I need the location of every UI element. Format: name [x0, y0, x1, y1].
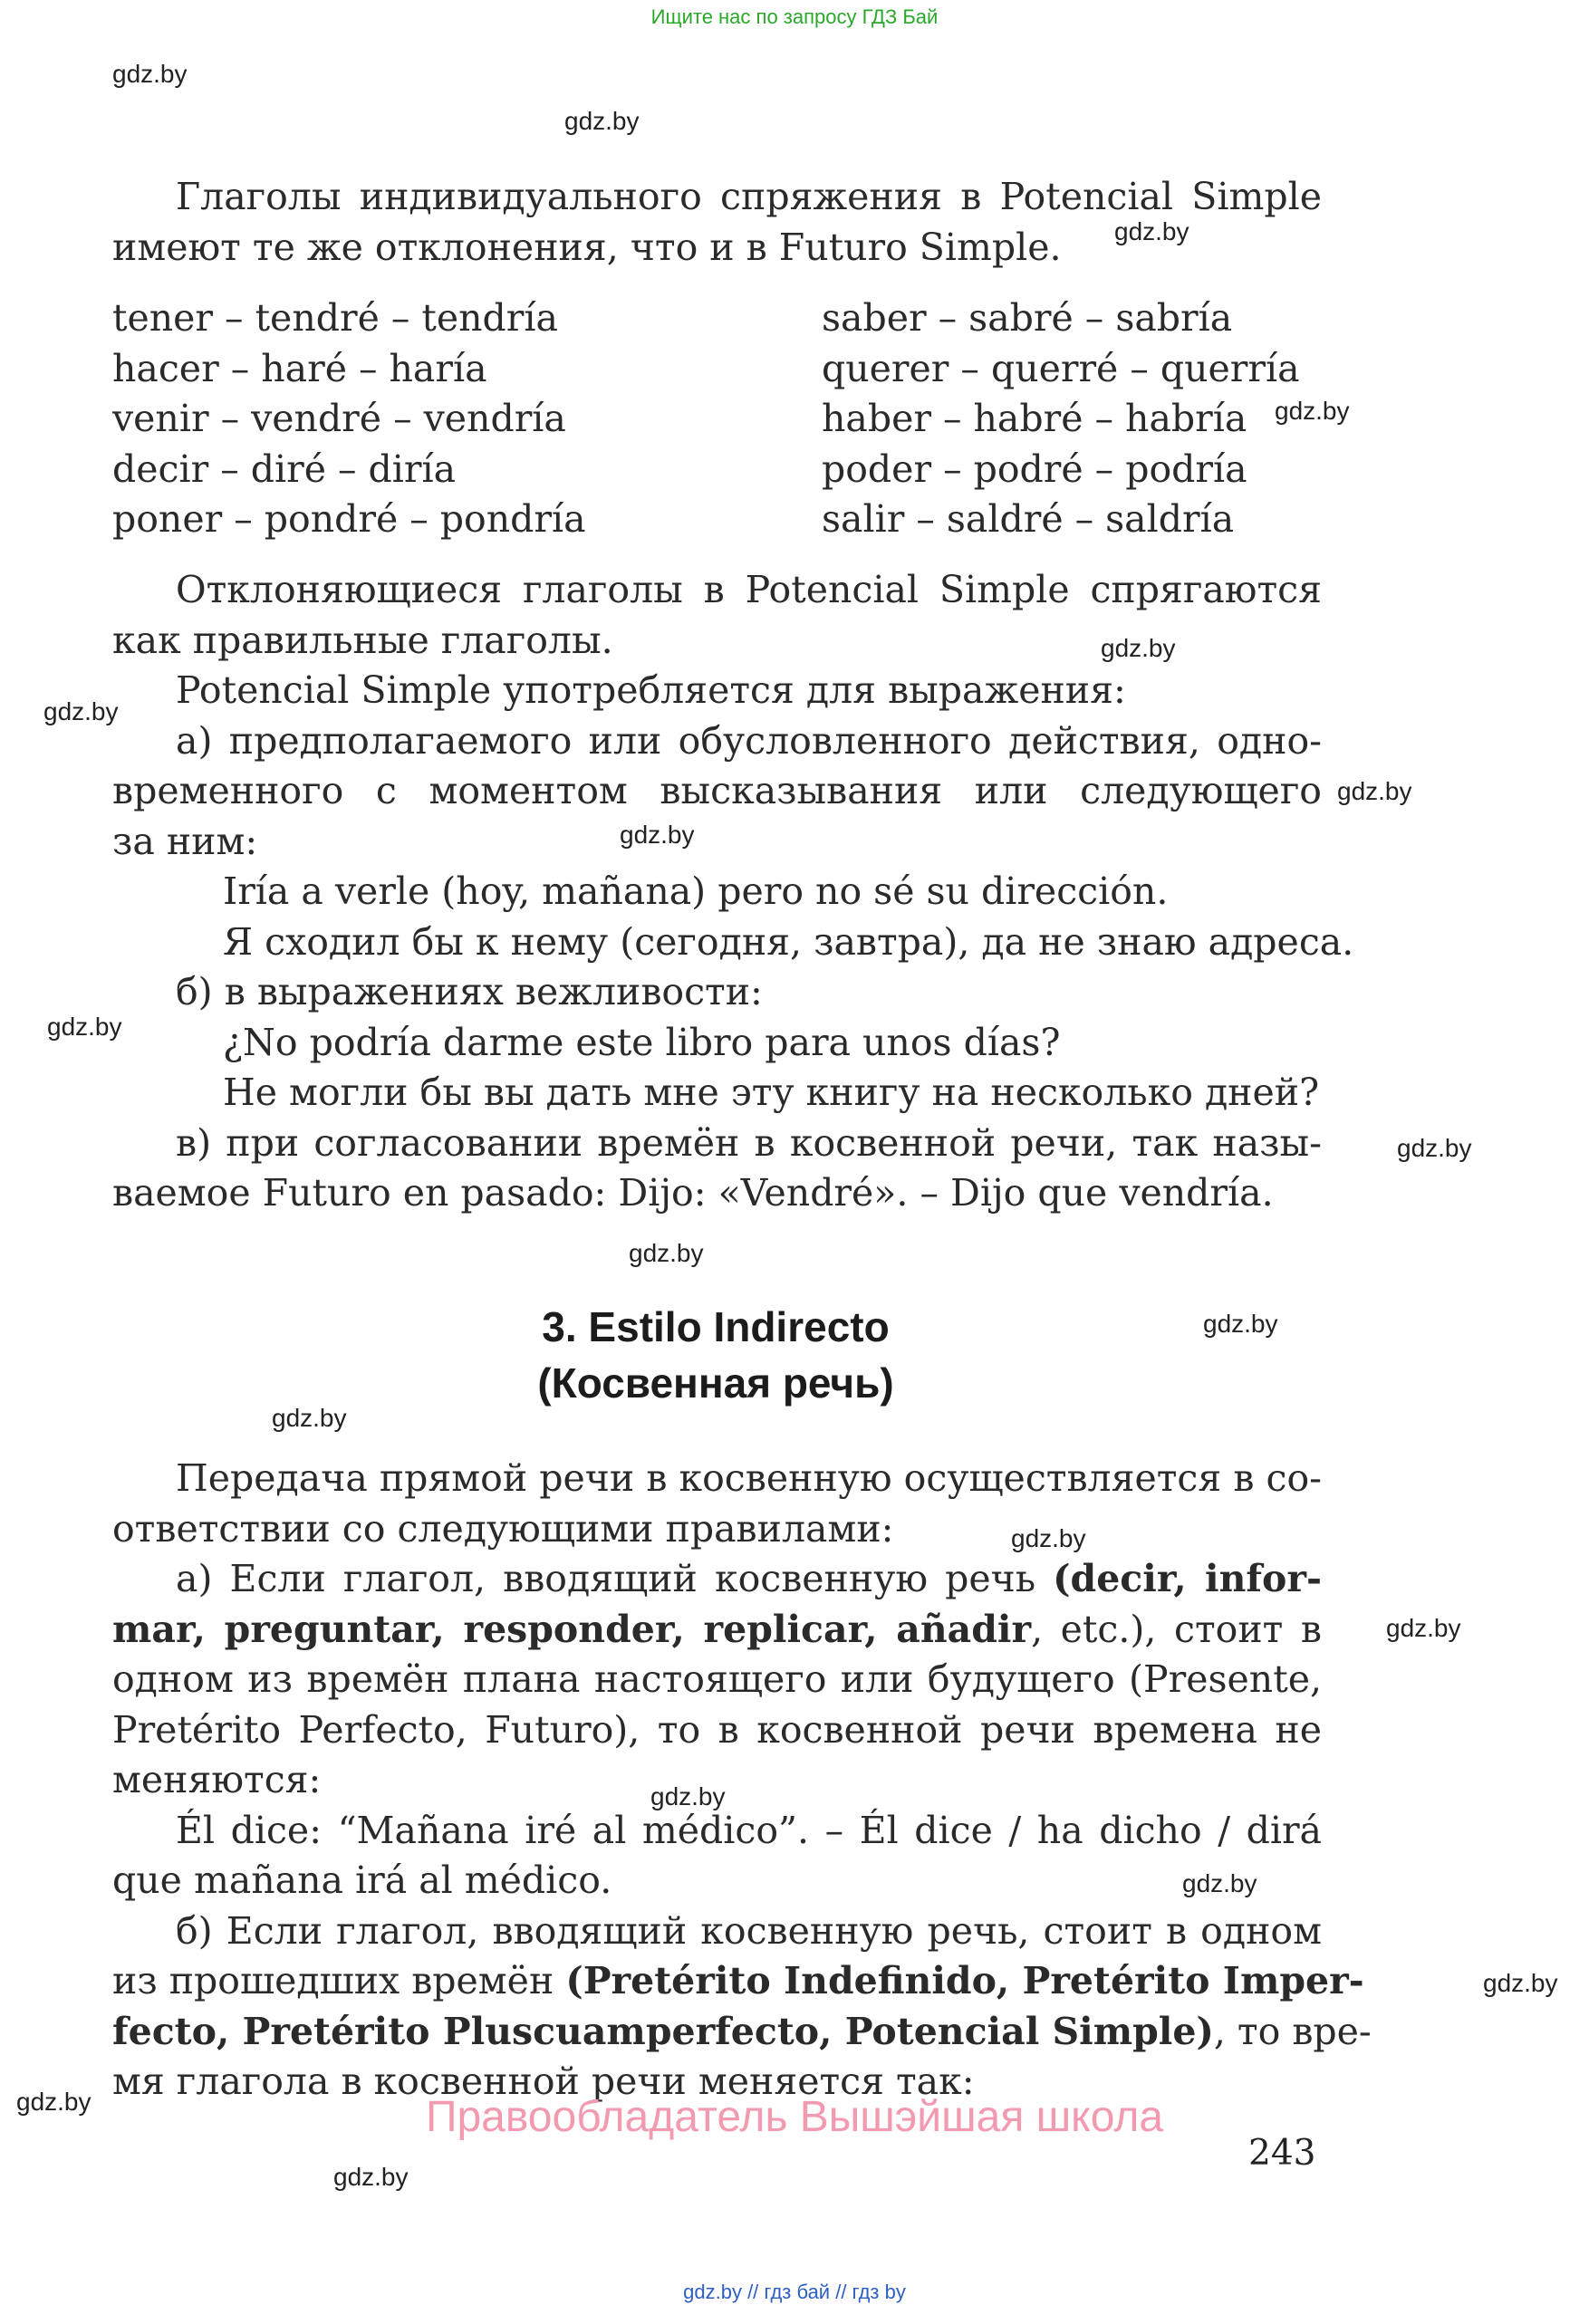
- text-run: а) Если глагол, вводящий косвенную речь: [176, 1557, 1054, 1600]
- potencial-section: [112, 565, 1354, 1219]
- section-title: 3. Estilo Indirecto: [542, 1303, 890, 1350]
- page-number: 243: [1248, 2133, 1316, 2174]
- example-line: Не могли бы вы дать мне эту книгу на несколько дней?: [223, 1071, 1320, 1114]
- example-line: ¿No podría darme este libro para unos días?: [223, 1020, 1061, 1064]
- text-line: в) при согласовании времён в косвенной речи, так назы-: [176, 1120, 1322, 1165]
- text-line: имеют те же отклонения, что и в Futuro Simple.: [112, 225, 1062, 269]
- watermark: gdz.by: [16, 2088, 91, 2116]
- text-line: б) Если глагол, вводящий косвенную речь, стоит в одном: [176, 1908, 1322, 1953]
- watermark: gdz.by: [1483, 1969, 1558, 1997]
- bold-run: mar, preguntar, responder, replicar, añadir: [112, 1607, 1032, 1651]
- verb-item: salir – saldré – saldría: [822, 497, 1235, 541]
- text-line: б) в выражениях вежливости:: [176, 970, 763, 1013]
- watermark: gdz.by: [1101, 634, 1176, 662]
- verb-item: decir – diré – diría: [112, 447, 457, 491]
- text-run: из прошедших времён: [112, 1959, 566, 2002]
- watermark: gdz.by: [1337, 777, 1412, 805]
- text-run: , etc.), стоит в: [1031, 1607, 1322, 1651]
- verb-item: querer – querré – querría: [822, 346, 1300, 390]
- text-line: [112, 1605, 1322, 1656]
- verb-item: haber – habré – habría: [822, 397, 1247, 440]
- text-line: Pretérito Perfecto, Futuro), то в косвенной речи времена не: [112, 1707, 1322, 1752]
- text-line: меняются:: [112, 1758, 322, 1801]
- watermark: gdz.by: [1182, 1869, 1257, 1897]
- verb-item: poner – pondré – pondría: [112, 497, 586, 541]
- intro-paragraph: [112, 172, 1322, 273]
- watermark: gdz.by: [629, 1239, 704, 1267]
- copyright-brand: Правообладатель Вышэйшая школа: [425, 2093, 1164, 2141]
- indirect-section: [112, 1454, 1372, 2108]
- text-line: как правильные глаголы.: [112, 618, 613, 662]
- section-subtitle: (Косвенная речь): [537, 1359, 894, 1407]
- text-run: , то вре-: [1213, 2009, 1372, 2053]
- text-line: а) предполагаемого или обусловленного действия, одно-: [176, 718, 1322, 763]
- verb-item: hacer – haré – haría: [112, 346, 487, 390]
- verb-item: saber – sabré – sabría: [822, 296, 1233, 340]
- text-line: одном из времён плана настоящего или будущего (Presente,: [112, 1657, 1322, 1701]
- text-line: временного с моментом высказывания или следующего: [112, 769, 1322, 812]
- watermark: gdz.by: [1011, 1524, 1086, 1552]
- example-line: Я сходил бы к нему (сегодня, завтра), да не знаю адреса.: [223, 919, 1354, 964]
- text-line: Potencial Simple употребляется для выражения:: [176, 668, 1126, 712]
- watermark: gdz.by: [1114, 217, 1189, 245]
- verb-item: poder – podré – podría: [822, 447, 1247, 491]
- watermark: gdz.by: [1386, 1614, 1461, 1642]
- text-line: Глаголы индивидуального спряжения в Potencial Simple: [176, 175, 1322, 218]
- text-line: [112, 2007, 1372, 2058]
- example-line: que mañana irá al médico.: [112, 1858, 612, 1902]
- watermark: gdz.by: [43, 697, 119, 725]
- watermark: gdz.by: [1203, 1310, 1278, 1338]
- bold-run: (Pretérito Indefinido, Pretérito Imper-: [565, 1959, 1364, 2002]
- text-line: [112, 1554, 1322, 1605]
- text-line: ответствии со следующими правилами:: [112, 1506, 894, 1551]
- verb-list-left: [112, 293, 586, 545]
- watermark: gdz.by: [564, 107, 640, 135]
- verb-item: venir – vendré – vendría: [112, 397, 566, 440]
- text-line: мя глагола в косвенной речи меняется так:: [112, 2060, 975, 2103]
- text-line: за ним:: [112, 819, 258, 863]
- bold-run: fecto, Pretérito Pluscuamperfecto, Potencial Simple): [112, 2009, 1214, 2053]
- watermark: gdz.by: [272, 1404, 347, 1432]
- watermark: gdz.by: [1397, 1134, 1472, 1162]
- watermark: gdz.by: [1275, 397, 1350, 425]
- top-banner[interactable]: Ищите нас по запросу ГДЗ Бай: [650, 5, 939, 28]
- text-line: Отклоняющиеся глаголы в Potencial Simple спрягаются: [176, 568, 1322, 611]
- watermark: gdz.by: [112, 60, 188, 88]
- verb-list-right: [822, 293, 1300, 545]
- example-line: Iría a verle (hoy, mañana) pero no sé su dirección.: [223, 869, 1169, 913]
- footer-links[interactable]: gdz.by // гдз бай // гдз by: [683, 2281, 906, 2303]
- watermark: gdz.by: [650, 1782, 726, 1810]
- watermark: gdz.by: [47, 1013, 122, 1041]
- watermark: gdz.by: [333, 2163, 409, 2191]
- verb-item: tener – tendré – tendría: [112, 296, 558, 340]
- text-line: [112, 1956, 1364, 2007]
- text-line: Передача прямой речи в косвенную осуществляется в со-: [176, 1456, 1322, 1500]
- watermark: gdz.by: [620, 821, 695, 849]
- example-line: Él dice: “Mañana iré al médico”. – Él dice / ha dicho / dirá: [176, 1808, 1322, 1852]
- bold-run: (decir, infor-: [1053, 1557, 1323, 1600]
- text-line: ваемое Futuro en pasado: Dijo: «Vendré». – Dijo que vendría.: [112, 1171, 1274, 1215]
